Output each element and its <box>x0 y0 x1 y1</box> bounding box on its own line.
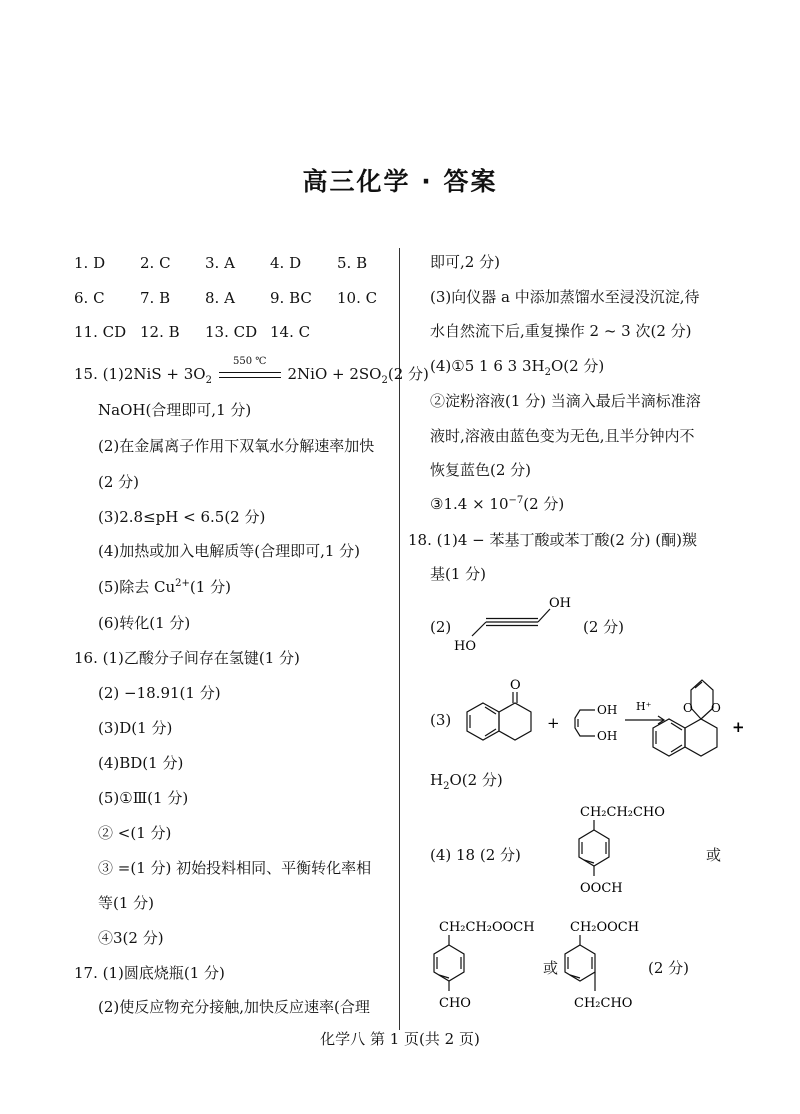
mc-answer: 5. B <box>337 254 368 272</box>
q15-line5: (3)2.8≤pH < 6.5(2 分) <box>98 508 266 526</box>
q18-p2-score: (2 分) <box>583 618 625 636</box>
mc-answer: 10. C <box>337 289 378 307</box>
s3-bottom-group: CH₂CHO <box>574 996 633 1011</box>
tetralone-structure <box>467 692 531 740</box>
q15-line8: (6)转化(1 分) <box>98 614 191 632</box>
q17-line4: (3)向仪器 a 中添加蒸馏水至浸没沉淀,待 <box>430 288 700 306</box>
mc-answer: 7. B <box>140 289 171 307</box>
q15-line7: (5)除去 $Cu^{2+}(1$ 分) <box>98 578 231 596</box>
mc-answer: 13. CD <box>205 323 258 341</box>
mc-answer: 14. C <box>270 323 311 341</box>
q16-line4: (4)BD(1 分) <box>98 754 184 772</box>
mc-answer: 1. D <box>74 254 106 272</box>
q16-line6: ② <(1 分) <box>98 824 172 842</box>
ketone-o-label: O <box>510 678 521 693</box>
q15-line2: NaOH(合理即可,1 分) <box>98 401 252 419</box>
mc-answer: 9. BC <box>270 289 312 307</box>
q16-line3: (3)D(1 分) <box>98 719 173 737</box>
s1-bottom-group: OOCH <box>580 881 623 896</box>
q17-line1: 17. (1)圆底烧瓶(1 分) <box>74 964 225 982</box>
butenediol-structure <box>575 710 595 736</box>
plus-sign: + <box>547 714 560 732</box>
oh-top-label: OH <box>549 596 571 611</box>
q16-line7: ③ =(1 分) 初始投料相同、平衡转化率相 <box>98 859 372 877</box>
plus-sign-2: + <box>732 718 745 736</box>
q17-line9: 恢复蓝色(2 分) <box>430 461 532 479</box>
mc-answer: 4. D <box>270 254 302 272</box>
mc-answer: 6. C <box>74 289 105 307</box>
q17-line5: 水自然流下后,重复操作 2 ~ 3 次(2 分) <box>430 322 692 340</box>
q17-line10: ③1.4 × $10^{-7}(2$ 分) <box>430 495 565 513</box>
page-footer: 化学八 第 1 页(共 2 页) <box>320 1030 480 1048</box>
oh-label-2: OH <box>597 729 618 743</box>
ketal-reaction-scheme <box>455 670 745 770</box>
q18-p2-label: (2) <box>430 618 452 636</box>
q16-line2: (2) −18.91(1 分) <box>98 684 221 702</box>
s1-top-group: CH₂CH₂CHO <box>580 805 665 820</box>
mc-answer: 8. A <box>205 289 235 307</box>
q15-line3: (2)在金属离子作用下双氧水分解速率加快 <box>98 437 375 455</box>
q18-line1: 18. (1)4 − 苯基丁酸或苯丁酸(2 分) (酮)羰 <box>408 531 698 549</box>
isomer-structure-1 <box>560 800 710 900</box>
q18-p4-or: 或 <box>706 846 722 864</box>
q17-line8: 液时,溶液由蓝色变为无色,且半分钟内不 <box>430 427 695 445</box>
q18-s2-or: 或 <box>543 959 559 977</box>
spiro-ketal-product <box>685 680 717 756</box>
ho-bottom-label: HO <box>454 639 476 654</box>
mc-answer: 11. CD <box>74 323 127 341</box>
reaction-condition: 550 ℃ <box>219 364 281 384</box>
q18-line2: 基(1 分) <box>430 565 487 583</box>
q18-s3-score: (2 分) <box>648 959 690 977</box>
ketal-o-label-1: O <box>683 701 693 715</box>
q17-line3: 即可,2 分) <box>430 253 500 271</box>
acid-catalyst-label: H⁺ <box>636 700 652 713</box>
q15-line4: (2 分) <box>98 473 140 491</box>
q17-line6: (4)①5 1 6 3 $3H_2O(2$ 分) <box>430 357 605 378</box>
q17-line2: (2)使反应物充分接触,加快反应速率(合理 <box>98 998 370 1016</box>
butynediol-structure <box>450 592 575 657</box>
s2-bottom-group: CHO <box>439 996 471 1011</box>
q18-p4-label: (4) 18 (2 分) <box>430 846 521 864</box>
mc-answer: 12. B <box>140 323 180 341</box>
q15-line6: (4)加热或加入电解质等(合理即可,1 分) <box>98 542 361 560</box>
q16-line5: (5)①Ⅲ(1 分) <box>98 789 189 807</box>
q16-line9: ④3(2 分) <box>98 929 164 947</box>
q18-h2o: $H_2O(2$ 分) <box>430 771 503 792</box>
q16-line8: 等(1 分) <box>98 894 155 912</box>
s3-top-group: CH₂OOCH <box>570 920 640 935</box>
mc-answer: 3. A <box>205 254 235 272</box>
q16-line1: 16. (1)乙酸分子间存在氢键(1 分) <box>74 649 300 667</box>
page-title: 高三化学 · 答案 <box>302 167 498 196</box>
s2-top-group: CH₂CH₂OOCH <box>439 920 535 935</box>
ketal-o-label-2: O <box>711 701 721 715</box>
oh-label-1: OH <box>597 703 618 717</box>
q15-line1: 15. $(1)2NiS + 3O_2$ 550 ℃ $2NiO + 2SO_2(2$ 分) <box>74 356 429 386</box>
mc-answer: 2. C <box>140 254 171 272</box>
q18-p3-label: (3) <box>430 711 452 729</box>
q17-line7: ②淀粉溶液(1 分) 当滴入最后半滴标准溶 <box>430 392 701 410</box>
